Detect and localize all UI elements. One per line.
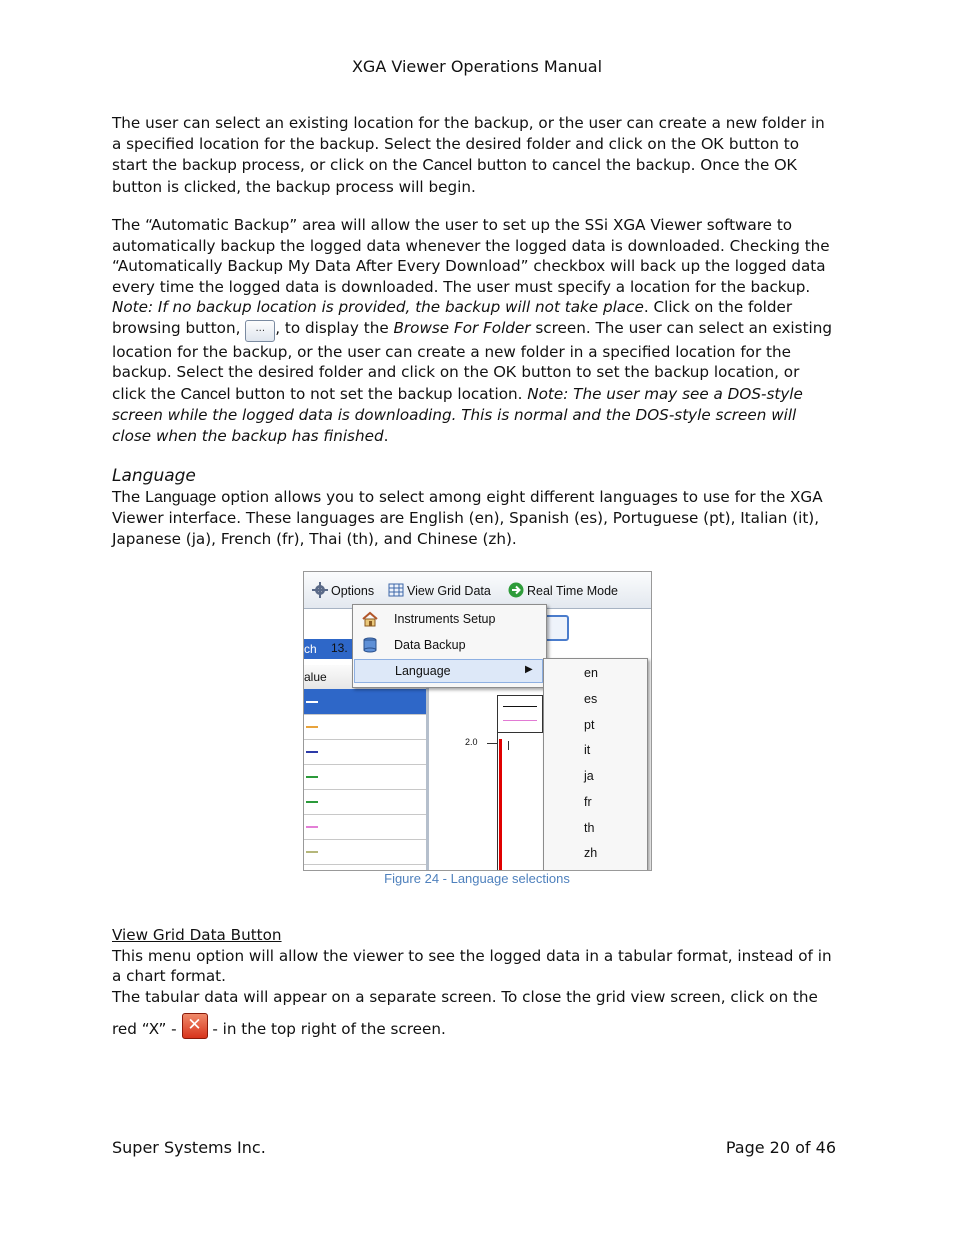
automatic-backup-paragraph: The “Automatic Backup” area will allow the user to set up the SSi XGA Viewer software to automatically backup the logged data whenever the logged data is downloaded. Checking the “Automatically Backup My Data After Every Download” checkbox will back up the logged data every time the logged data is downloaded. The user must specify a location for the backup. Note: If no backup location is provided, the backup will not take place. Click on the folder browsing button, ... , to display the Browse For Folder screen. The user can select an existing location for the backup, or the user can create a new folder in a specified location for the backup. Select the desired folder and click on the OK button to set the backup location, or click the Cancel button to not set the backup location. Note: The user may see a DOS-style screen while the logged data is downloading. This is normal and the DOS-style screen will close when the backup has finished. <box>112 216 833 445</box>
grid-icon <box>388 582 404 598</box>
language-option[interactable]: ja <box>584 769 594 783</box>
note: Note: The user may see a DOS-style screen while the logged data is downloading. This is normal and the DOS-style screen will close when the backup has finished <box>112 384 803 445</box>
language-option[interactable]: th <box>584 821 595 835</box>
options-dropdown <box>352 604 547 688</box>
column-header: alue <box>304 665 426 690</box>
language-submenu <box>543 658 648 871</box>
database-icon <box>362 637 378 653</box>
language-menu-figure <box>303 571 652 871</box>
language-paragraph: The Language option allows you to select among eight different languages to use for the XGA Viewer interface. These languages are English (en), Spanish (es), Portuguese (pt), Italian (it), Japanese (ja), French (fr), Thai (th), and Chinese (zh). <box>112 487 823 548</box>
language-option[interactable]: it <box>584 743 591 757</box>
browse-folder-button: ... <box>245 320 275 342</box>
view-grid-section <box>112 925 838 1045</box>
series-row[interactable] <box>304 814 426 840</box>
language-option[interactable]: zh <box>584 846 598 860</box>
note: Note: If no backup location is provided, the backup will not take place <box>112 298 644 316</box>
field-value: 13. <box>331 641 348 655</box>
browse-screen-name: Browse For Folder <box>393 318 531 337</box>
close-icon: ✕ <box>182 1013 208 1039</box>
language-heading: Language <box>112 466 196 486</box>
home-icon <box>362 611 378 627</box>
view-grid-data-button[interactable]: View Grid Data <box>388 582 491 598</box>
series-row[interactable] <box>304 689 426 715</box>
ok-keyword: OK <box>700 135 725 153</box>
ok-keyword: OK <box>493 364 517 381</box>
axis-label: 2.0 <box>465 737 478 747</box>
axis-tick <box>487 743 497 744</box>
series-row[interactable] <box>304 739 426 765</box>
menu-item-instruments-setup[interactable]: Instruments Setup <box>354 607 543 631</box>
ok-keyword: OK <box>774 157 798 174</box>
submenu-arrow-icon: ▶ <box>525 664 533 675</box>
series-row[interactable] <box>304 714 426 740</box>
language-option[interactable]: pt <box>584 718 595 732</box>
menu-item-language[interactable]: Language ▶ <box>354 659 543 683</box>
y-axis <box>497 727 498 871</box>
cancel-keyword: Cancel <box>180 385 231 403</box>
footer-company: Super Systems Inc. <box>112 1138 266 1157</box>
series-row[interactable] <box>304 764 426 790</box>
real-time-mode-button[interactable]: Real Time Mode <box>508 582 618 598</box>
view-grid-paragraph: This menu option will allow the viewer to see the logged data in a tabular format, instead of in a chart format. <box>112 946 832 985</box>
red-series-line <box>499 739 502 871</box>
language-option[interactable]: en <box>584 666 598 680</box>
page-header: XGA Viewer Operations Manual <box>351 57 603 76</box>
language-option[interactable]: es <box>584 692 598 706</box>
series-row[interactable] <box>304 789 426 815</box>
menu-item-data-backup[interactable]: Data Backup <box>354 633 543 657</box>
language-section <box>112 466 838 549</box>
field-label: ch <box>304 639 353 659</box>
figure-caption: Figure 24 - Language selections <box>384 871 570 886</box>
cancel-keyword: Cancel <box>422 157 473 174</box>
tick-mark <box>508 741 509 750</box>
play-arrow-icon <box>508 582 524 598</box>
view-grid-heading: View Grid Data Button <box>112 926 282 944</box>
footer-page-number: Page 20 of 46 <box>725 1138 836 1157</box>
series-row[interactable] <box>304 839 426 865</box>
language-keyword: Language <box>145 488 217 506</box>
backup-paragraph: The user can select an existing location for the backup, or the user can create a new folder in a specified location for the backup. Select the desired folder and click on the OK button to start the backup process, or click on the Cancel button to cancel the backup. Once the OK button is clicked, the backup process will begin. <box>112 114 825 196</box>
close-grid-paragraph: The tabular data will appear on a separate screen. To close the grid view screen, click on the red “X” - ✕ - in the top right of the screen. <box>112 987 818 1038</box>
gear-icon <box>312 582 328 598</box>
legend-box <box>497 695 543 733</box>
options-menu[interactable]: Options <box>312 582 374 598</box>
language-option[interactable]: fr <box>584 795 592 809</box>
